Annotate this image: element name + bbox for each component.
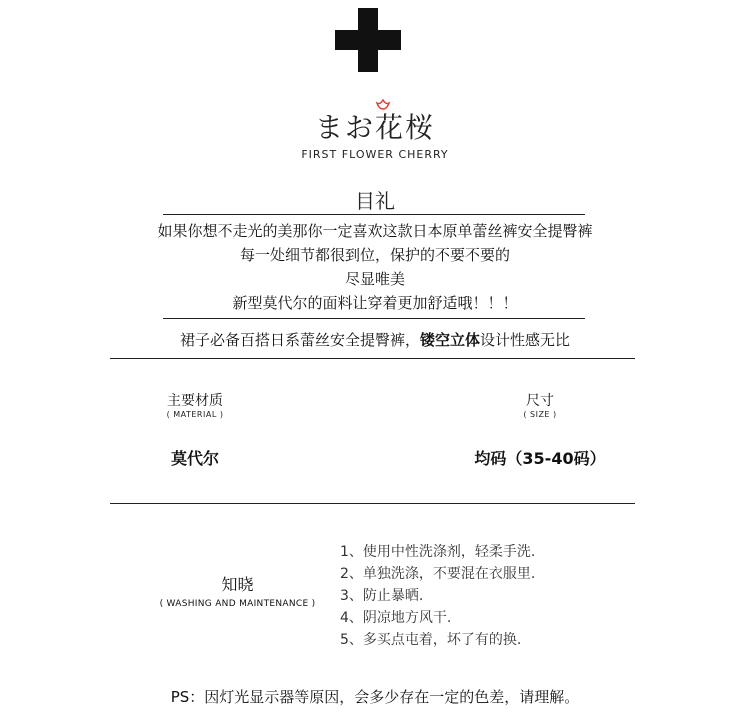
tagline-after: 设计性感无比	[480, 331, 571, 349]
tagline-before: 裙子必备百搭日系蕾丝安全提臀裤，	[179, 331, 420, 349]
brand-logo-text: まお花桜	[314, 111, 435, 144]
material-value: 莫代尔	[170, 449, 219, 468]
list-item: 5、多买点屯着，坏了有的换.	[340, 632, 522, 648]
care-label: 知晓	[221, 575, 254, 594]
list-item: 3、防止暴晒.	[340, 588, 424, 604]
intro-line: 如果你想不走光的美那你一定喜欢这款日本原单蕾丝裤安全提臀裤	[157, 222, 593, 240]
divider	[163, 318, 585, 319]
tagline	[0, 329, 750, 350]
cross-icon-horizontal	[335, 30, 401, 50]
care-sublabel: ( WASHING AND MAINTENANCE )	[159, 599, 316, 609]
divider	[163, 214, 585, 215]
intro-line: 尽显唯美	[344, 270, 405, 288]
tagline-bold: 镂空立体	[419, 331, 480, 349]
material-label: 主要材质	[167, 393, 223, 409]
size-sublabel: ( SIZE )	[523, 410, 557, 419]
ps-note: PS：因灯光显示器等原因，会多少存在一定的色差，请理解。	[170, 688, 580, 706]
flower-icon	[376, 98, 390, 110]
list-item: 2、单独洗涤，不要混在衣服里.	[340, 566, 536, 582]
intro-line: 每一处细节都很到位，保护的不要不要的	[239, 246, 510, 264]
size-label: 尺寸	[526, 393, 554, 409]
intro-line: 新型莫代尔的面料让穿着更加舒适哦！！！	[232, 294, 518, 312]
divider	[110, 503, 635, 504]
care-instructions-list	[340, 541, 535, 651]
list-item: 4、阴凉地方风干.	[340, 610, 452, 626]
section-title: 目礼	[355, 189, 395, 213]
brand-logo-subtitle: FIRST FLOWER CHERRY	[301, 148, 449, 161]
material-sublabel: ( MATERIAL )	[166, 410, 224, 419]
list-item: 1、使用中性洗涤剂，轻柔手洗.	[340, 544, 536, 560]
divider	[110, 358, 635, 359]
size-value: 均码（35-40码）	[474, 449, 606, 468]
